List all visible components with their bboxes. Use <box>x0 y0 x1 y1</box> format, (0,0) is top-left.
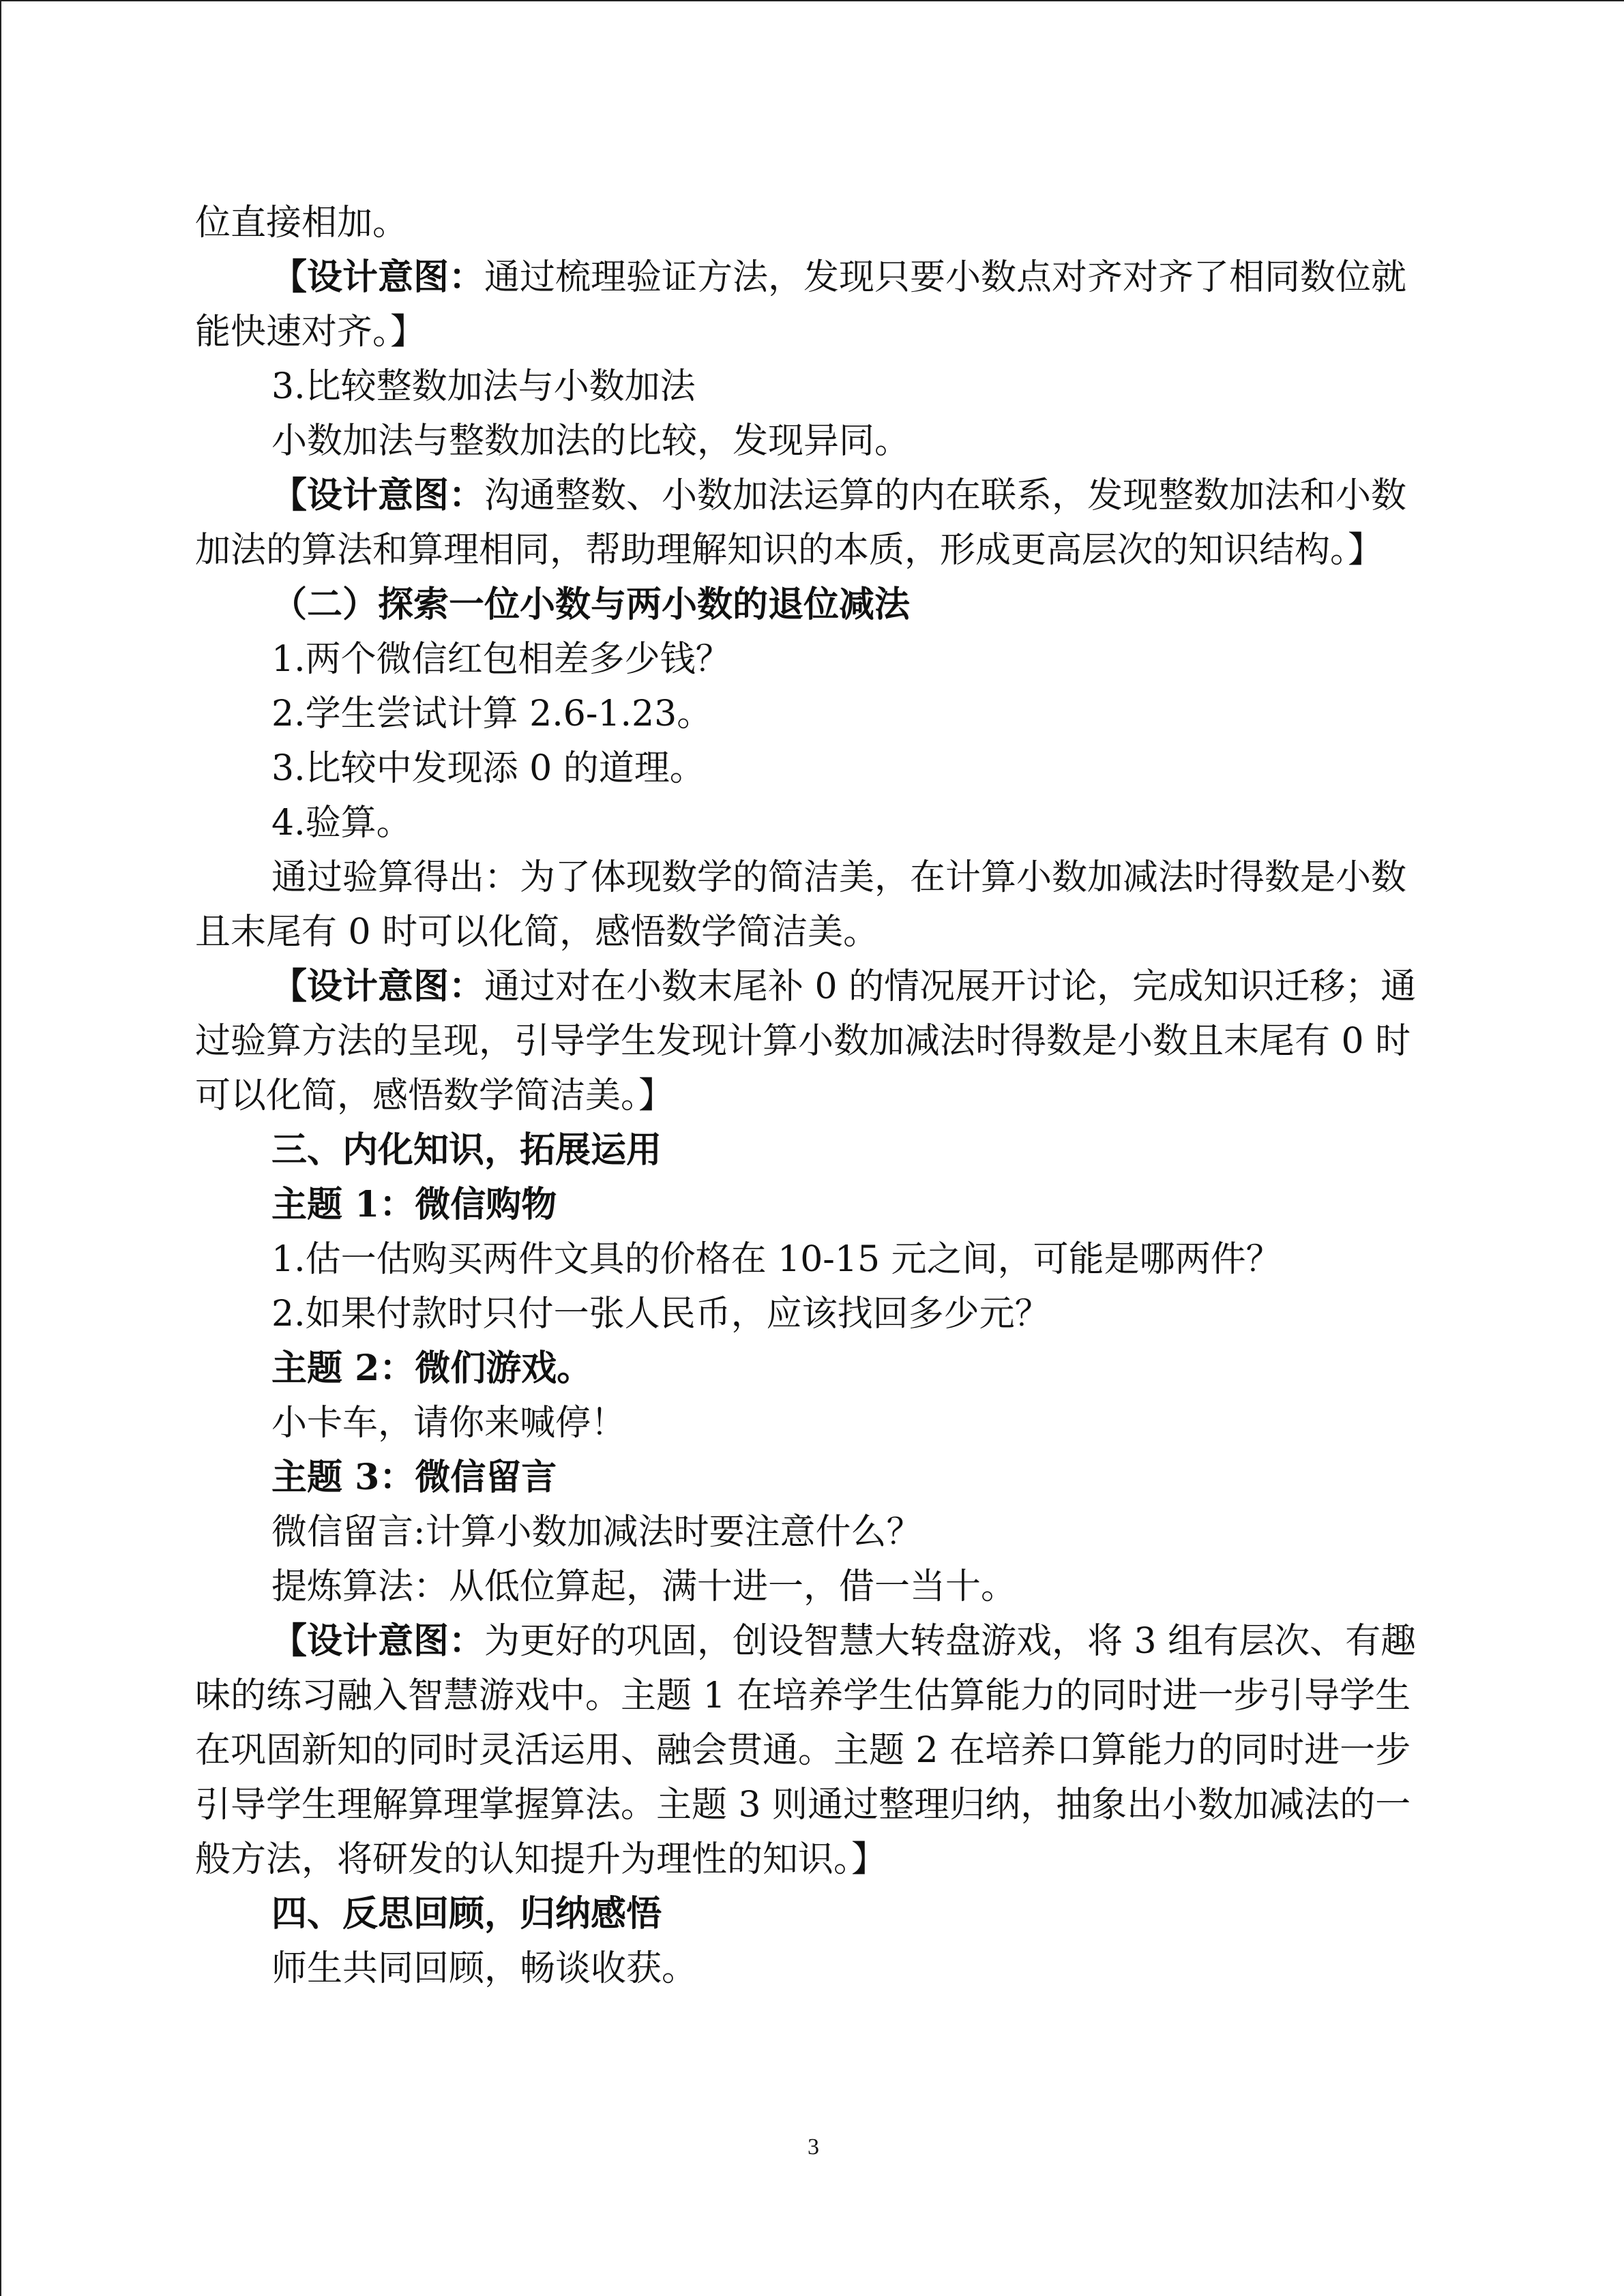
paragraph-text: 小卡车，请你来喊停！ <box>271 1403 627 1444</box>
design-intent-text: 沟通整数、小数加法运算的内在联系，发现整数加法和小数加法的算法和算理相同，帮助理解知识的本质，形成更高层次的知识结构。】 <box>195 475 1407 571</box>
body-paragraph <box>195 741 1423 796</box>
design-intent-text: 通过对在小数末尾补 0 的情况展开讨论，完成知识迁移；通过验算方法的呈现，引导学生发现计算小数加减法时得数是小数且末尾有 0 时可以化简，感悟数学简洁美。】 <box>195 966 1417 1116</box>
heading-text: 主题 1：微信购物 <box>271 1184 557 1225</box>
design-intent-text: 通过梳理验证方法，发现只要小数点对齐对齐了相同数位就能快速对齐。】 <box>195 257 1407 353</box>
design-intent-paragraph <box>195 1614 1423 1887</box>
body-paragraph <box>195 687 1423 741</box>
paragraph-text: 3.比较中发现添 0 的道理。 <box>271 748 705 789</box>
body-paragraph <box>195 1560 1423 1614</box>
paragraph-text: 通过验算得出：为了体现数学的简洁美，在计算小数加减法时得数是小数且末尾有 0 时可以化简，感悟数学简洁美。 <box>195 857 1407 953</box>
paragraph-text: 微信留言:计算小数加减法时要注意什么？ <box>271 1512 922 1553</box>
paragraph-text: 1.估一估购买两件文具的价格在 10-15 元之间，可能是哪两件？ <box>271 1239 1282 1280</box>
paragraph-text: 提炼算法：从低位算起，满十进一，借一当十。 <box>271 1566 1017 1607</box>
design-intent-text: 为更好的巩固，创设智慧大转盘游戏，将 3 组有层次、有趣味的练习融入智慧游戏中。主题 1 在培养学生估算能力的同时进一步引导学生在巩固新知的同时灵活运用、融会贯通。主题 2 在培养口算能力的同时进一步引导学生理解算理掌握算法。主题 3 则通过整理归纳，抽象出小数加减法的一般方法，将研发的认知提升为理性的知识。】 <box>195 1621 1417 1880</box>
design-intent-label: 【设计意图： <box>271 475 485 516</box>
body-paragraph <box>195 1287 1423 1341</box>
body-paragraph <box>195 796 1423 850</box>
body-paragraph <box>195 1941 1423 1996</box>
body-paragraph <box>195 1505 1423 1560</box>
design-intent-paragraph <box>195 250 1423 359</box>
paragraph-text: 2.如果付款时只付一张人民币，应该找回多少元？ <box>271 1294 1050 1335</box>
section-heading <box>195 1178 1423 1232</box>
body-paragraph <box>195 632 1423 687</box>
page-number: 3 <box>808 2134 819 2160</box>
paragraph-text: 3.比较整数加法与小数加法 <box>271 366 696 407</box>
paragraph-text: 4.验算。 <box>271 803 412 844</box>
body-paragraph <box>195 850 1423 959</box>
body-paragraph <box>195 1232 1423 1287</box>
section-heading <box>195 1450 1423 1505</box>
paragraph-text: 师生共同回顾，畅谈收获。 <box>271 1948 698 1989</box>
body-paragraph <box>195 1396 1423 1450</box>
heading-text: 三、内化知识，拓展运用 <box>271 1129 662 1171</box>
section-heading <box>195 578 1423 632</box>
body-paragraph <box>195 414 1423 468</box>
heading-text: （二）探索一位小数与两小数的退位减法 <box>271 584 911 625</box>
design-intent-label: 【设计意图： <box>271 1620 485 1662</box>
section-heading <box>195 1887 1423 1941</box>
paragraph-text: 小数加法与整数加法的比较，发现异同。 <box>271 421 911 462</box>
design-intent-paragraph <box>195 959 1423 1123</box>
heading-text: 四、反思回顾，归纳感悟 <box>271 1893 662 1935</box>
paragraph-text: 2.学生尝试计算 2.6-1.23。 <box>271 694 713 734</box>
section-heading <box>195 1341 1423 1396</box>
document-body <box>195 196 1423 1996</box>
design-intent-paragraph <box>195 468 1423 578</box>
design-intent-label: 【设计意图： <box>271 966 485 1007</box>
paragraph-text: 位直接相加。 <box>195 203 409 243</box>
section-heading <box>195 1123 1423 1178</box>
body-paragraph <box>195 196 1423 250</box>
paragraph-text: 1.两个微信红包相差多少钱？ <box>271 639 731 680</box>
design-intent-label: 【设计意图： <box>271 256 485 298</box>
heading-text: 主题 3：微信留言 <box>271 1457 557 1498</box>
body-paragraph <box>195 359 1423 414</box>
heading-text: 主题 2：微们游戏。 <box>271 1347 593 1389</box>
